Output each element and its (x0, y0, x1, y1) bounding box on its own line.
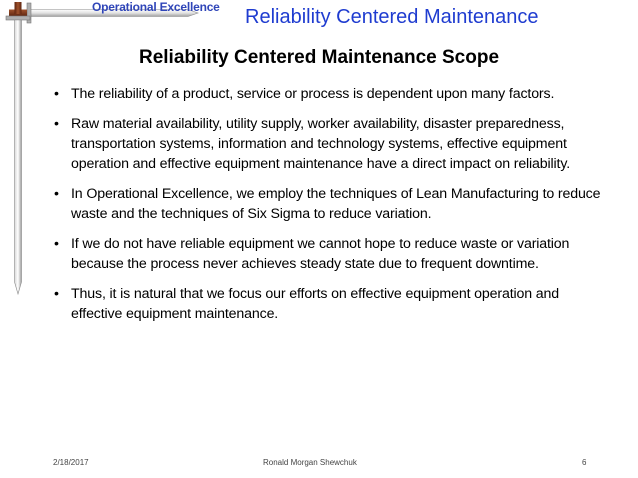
bullet-item: • The reliability of a product, service or process is dependent upon many factors. (52, 84, 612, 104)
bullet-item: • In Operational Excellence, we employ the techniques of Lean Manufacturing to reduce waste and the techniques of Six Sigma to reduce variation. (52, 184, 612, 224)
bullet-list (52, 84, 612, 334)
header-title: Reliability Centered Maintenance (245, 6, 539, 28)
footer-author: Ronald Morgan Shewchuk (263, 458, 357, 467)
bullet-item: • Raw material availability, utility supply, worker availability, disaster preparedness, transportation systems, information and technology systems, effective equipment operation and effective equipment maintenance have a direct impact on reliability. (52, 114, 612, 174)
bullet-item: • Thus, it is natural that we focus our efforts on effective equipment operation and effective equipment maintenance. (52, 284, 612, 324)
slide-title: Reliability Centered Maintenance Scope (138, 47, 500, 68)
footer-date: 2/18/2017 (53, 458, 89, 467)
footer-page-number: 6 (582, 458, 587, 467)
bullet-item: • If we do not have reliable equipment we cannot hope to reduce waste or variation because the process never achieves steady state due to frequent downtime. (52, 234, 612, 274)
brand-label: Operational Excellence (92, 0, 220, 14)
